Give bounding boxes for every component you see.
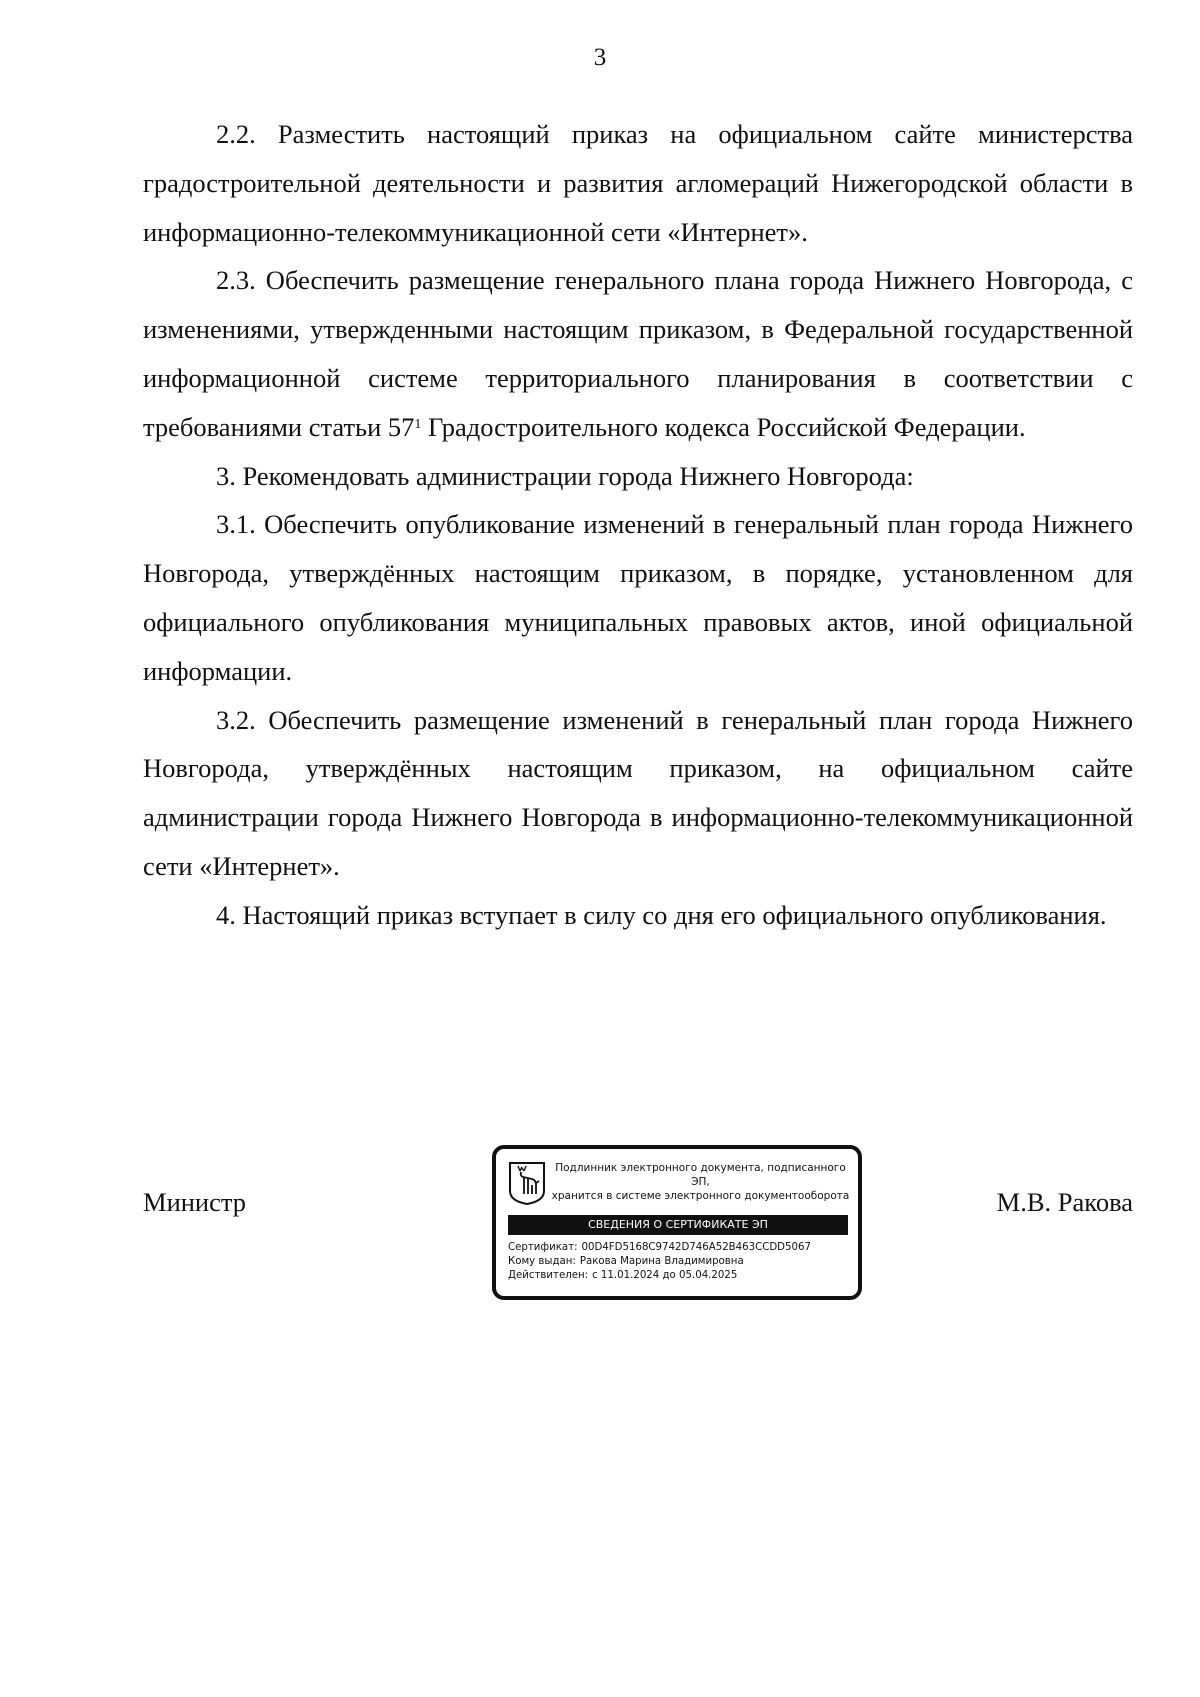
certificate-value: 00D4FD5168C9742D746A52B463CCDD5067	[581, 1242, 811, 1253]
stamp-header	[548, 1161, 853, 1203]
paragraph-3-1: 3.1. Обеспечить опубликование изменений в генеральный план города Нижнего Новгорода, утверждённых настоящим приказом, в порядке, установленном для официального опубликования муниципальных правовых актов, иной официальной информации.	[143, 509, 1133, 686]
superscript-1: 1	[414, 416, 422, 432]
issued-to-value: Ракова Марина Владимировна	[579, 1256, 744, 1267]
electronic-signature-stamp	[492, 1145, 862, 1300]
validity-value: с 11.01.2024 до 05.04.2025	[592, 1270, 738, 1281]
paragraph-2-3-text-end: Градостроительного кодекса Российской Федерации.	[421, 411, 1026, 442]
stamp-header-line: Подлинник электронного документа, подписанного ЭП,	[555, 1162, 846, 1188]
deer-emblem-icon	[508, 1161, 546, 1205]
certificate-info-bar: СВЕДЕНИЯ О СЕРТИФИКАТЕ ЭП	[508, 1215, 848, 1235]
issued-to-row	[508, 1255, 811, 1269]
validity-label: Действителен:	[508, 1270, 589, 1281]
paragraph-3-2: 3.2. Обеспечить размещение изменений в генеральный план города Нижнего Новгорода, утверждённых настоящим приказом, на официальном сайте администрации города Нижнего Новгорода в информационно-телекоммуникационной сети «Интернет».	[143, 704, 1133, 881]
signatory-name: М.В. Ракова	[996, 1187, 1133, 1217]
certificate-label: Сертификат:	[508, 1242, 578, 1253]
validity-row	[508, 1269, 811, 1283]
issued-to-label: Кому выдан:	[508, 1256, 576, 1267]
paragraph-2-3-text: 2.3. Обеспечить размещение генерального плана города Нижнего Новгорода, с изменениями, утвержденными настоящим приказом, в Федеральной государственной информационной системе территориального планирования в соответствии с требованиями статьи 57	[143, 265, 1133, 442]
stamp-header-line: хранится в системе электронного документооборота	[551, 1190, 850, 1202]
document-body	[143, 110, 1133, 940]
paragraph-3: 3. Рекомендовать администрации города Нижнего Новгорода:	[216, 460, 914, 491]
signatory-title: Министр	[143, 1187, 247, 1217]
certificate-row	[508, 1241, 811, 1255]
paragraph-2-2: 2.2. Разместить настоящий приказ на официальном сайте министерства градостроительной деятельности и развития агломераций Нижегородской области в информационно-телекоммуникационной сети «Интернет».	[143, 119, 1133, 247]
certificate-details	[508, 1241, 811, 1283]
page-number: 3	[593, 44, 607, 71]
signature-block	[143, 1145, 1133, 1315]
paragraph-4: 4. Настоящий приказ вступает в силу со дня его официального опубликования.	[216, 899, 1107, 930]
paragraph-2-3	[143, 256, 1133, 451]
